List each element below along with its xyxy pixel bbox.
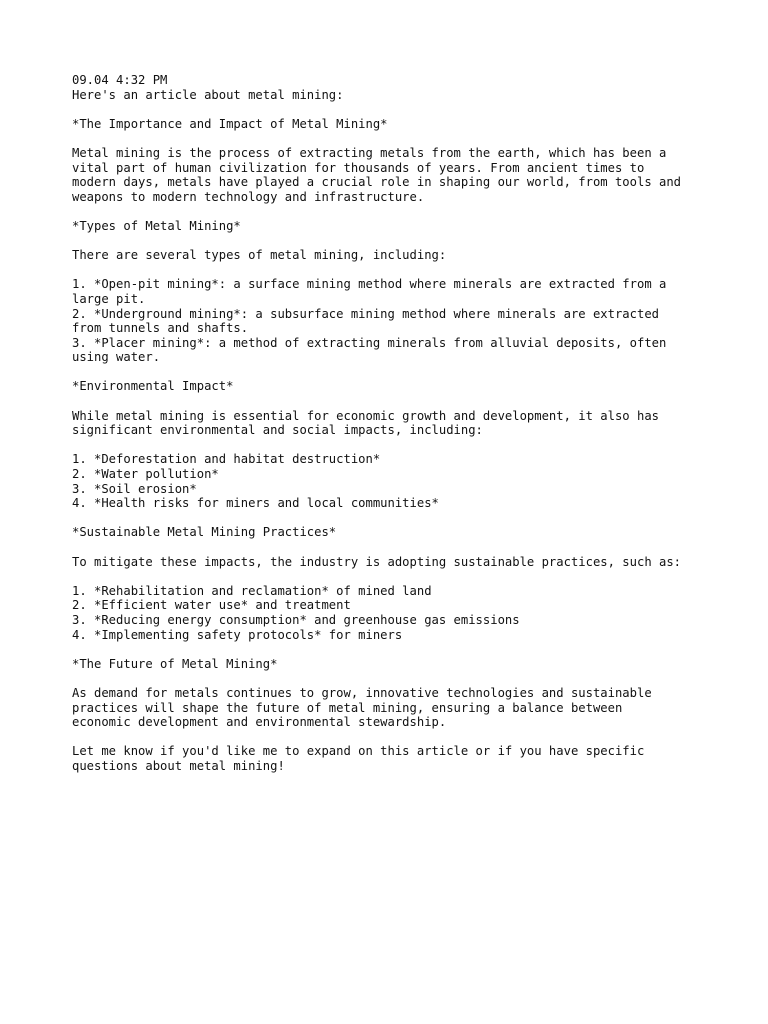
list-item: 3. *Soil erosion*: [72, 481, 197, 496]
future-heading: *The Future of Metal Mining*: [72, 656, 278, 671]
closing-paragraph: [72, 744, 712, 773]
spacer: [72, 671, 712, 686]
list-item: large pit.: [72, 291, 146, 306]
paragraph-line: vital part of human civilization for thousands of years. From ancient times to: [72, 160, 645, 175]
paragraph-line: While metal mining is essential for economic growth and development, it also has: [72, 408, 659, 423]
list-item: 1. *Rehabilitation and reclamation* of mined land: [72, 583, 432, 598]
environmental-heading: *Environmental Impact*: [72, 379, 234, 394]
paragraph-line: modern days, metals have played a crucial role in shaping our world, from tools and: [72, 175, 682, 190]
future-paragraph: [72, 686, 712, 730]
article-title: *The Importance and Impact of Metal Mining*: [72, 116, 388, 131]
spacer: [72, 102, 712, 117]
spacer: [72, 234, 712, 249]
sustainable-intro: To mitigate these impacts, the industry is adopting sustainable practices, such as:: [72, 554, 682, 569]
environmental-list: [72, 452, 712, 510]
paragraph-line: questions about metal mining!: [72, 758, 285, 773]
types-heading: *Types of Metal Mining*: [72, 218, 241, 233]
list-item: 1. *Open-pit mining*: a surface mining method where minerals are extracted from a: [72, 277, 667, 292]
paragraph-line: As demand for metals continues to grow, innovative technologies and sustainable: [72, 685, 652, 700]
paragraph-line: Metal mining is the process of extracting metals from the earth, which has been a: [72, 145, 667, 160]
timestamp: 09.04 4:32 PM: [72, 73, 168, 87]
spacer: [72, 263, 712, 278]
sustainable-list: [72, 584, 712, 642]
list-item: from tunnels and shafts.: [72, 321, 249, 336]
spacer: [72, 365, 712, 380]
spacer: [72, 394, 712, 409]
spacer: [72, 642, 712, 657]
spacer: [72, 569, 712, 584]
intro-line: Here's an article about metal mining:: [72, 87, 344, 102]
paragraph-line: practices will shape the future of metal mining, ensuring a balance between: [72, 700, 623, 715]
spacer: [72, 131, 712, 146]
list-item: 2. *Underground mining*: a subsurface mining method where minerals are extracted: [72, 306, 659, 321]
sustainable-heading: *Sustainable Metal Mining Practices*: [72, 525, 337, 540]
list-item: using water.: [72, 350, 161, 365]
document-page: [72, 73, 712, 774]
intro-paragraph: [72, 146, 712, 204]
spacer: [72, 204, 712, 219]
list-item: 4. *Implementing safety protocols* for miners: [72, 627, 403, 642]
types-intro: There are several types of metal mining, including:: [72, 248, 447, 263]
paragraph-line: Let me know if you'd like me to expand on this article or if you have specific: [72, 744, 645, 759]
spacer: [72, 511, 712, 526]
spacer: [72, 730, 712, 745]
paragraph-line: weapons to modern technology and infrastructure.: [72, 189, 425, 204]
list-item: 1. *Deforestation and habitat destruction*: [72, 452, 381, 467]
paragraph-line: significant environmental and social impacts, including:: [72, 423, 483, 438]
environmental-intro: [72, 409, 712, 438]
list-item: 2. *Water pollution*: [72, 467, 219, 482]
types-list: [72, 277, 712, 365]
spacer: [72, 540, 712, 555]
spacer: [72, 438, 712, 453]
list-item: 2. *Efficient water use* and treatment: [72, 598, 351, 613]
paragraph-line: economic development and environmental stewardship.: [72, 715, 447, 730]
list-item: 4. *Health risks for miners and local communities*: [72, 496, 439, 511]
list-item: 3. *Reducing energy consumption* and greenhouse gas emissions: [72, 612, 520, 627]
list-item: 3. *Placer mining*: a method of extracting minerals from alluvial deposits, often: [72, 335, 667, 350]
